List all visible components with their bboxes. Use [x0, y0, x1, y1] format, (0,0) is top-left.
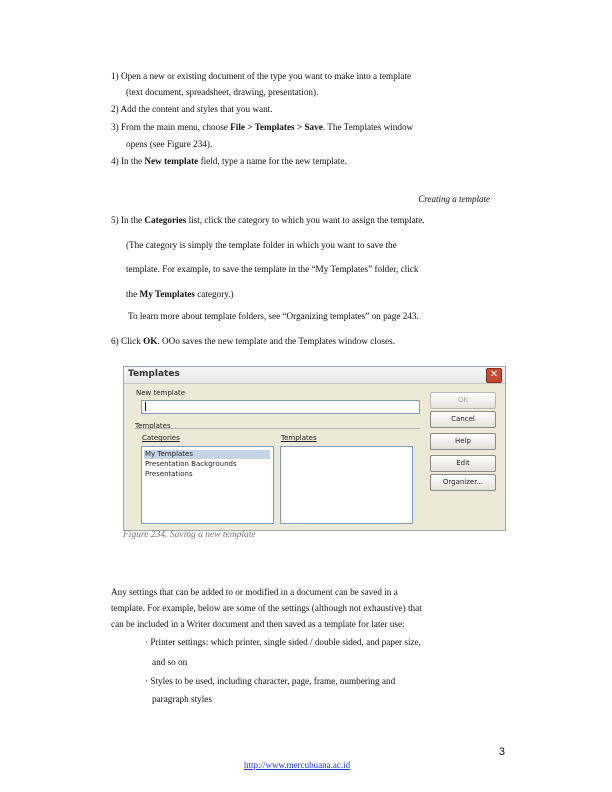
step-6-post: . OOo saves the new template and the Templates window closes.: [157, 336, 395, 346]
templates-list[interactable]: [280, 446, 413, 524]
step-6: [111, 336, 395, 346]
step-3-post: . The Templates window: [322, 122, 414, 132]
step-5-note-1: (The category is simply the template folder in which you want to save the: [126, 240, 397, 250]
para-line-1: Any settings that can be added to or modified in a document can be saved in a: [111, 587, 398, 597]
bullet-2-line-1: · Styles to be used, including character, page, frame, numbering and: [145, 676, 396, 686]
organizer-button[interactable]: Organizer...: [430, 474, 496, 491]
step-5-post: list, click the category to which you want to assign the template.: [186, 215, 425, 225]
step-2: 2) Add the content and styles that you want.: [111, 104, 273, 114]
section-heading: Creating a template: [418, 194, 490, 204]
category-item-presentations[interactable]: Presentations: [145, 470, 193, 478]
templates-group-label: Templates: [135, 422, 171, 430]
step-4-field-name: New template: [144, 156, 199, 166]
category-item-my-templates[interactable]: My Templates: [144, 450, 270, 459]
dialog-title-bar: [124, 367, 505, 384]
step-5-note-3: [126, 289, 234, 299]
new-template-label: New template: [136, 389, 186, 397]
step-1-line-2: (text document, spreadsheet, drawing, presentation).: [126, 87, 319, 97]
step-3-line-2: opens (see Figure 234).: [126, 139, 213, 149]
para-line-2: template. For example, below are some of the settings (although not exhaustive) that: [111, 603, 422, 613]
step-3-pre: 3) From the main menu, choose: [111, 122, 231, 132]
step-5-note-4: To learn more about template folders, see “Organizing templates” on page 243.: [128, 311, 419, 321]
cancel-button[interactable]: Cancel: [430, 411, 496, 428]
step-5-note-3-pre: the: [126, 289, 140, 299]
step-5-note-3-bold: My Templates: [139, 289, 195, 299]
close-icon[interactable]: ✕: [486, 368, 502, 383]
step-5-pre: 5) In the: [111, 215, 145, 225]
step-5-list-name: Categories: [144, 215, 187, 225]
categories-list[interactable]: [141, 446, 274, 524]
bullet-2-line-2: paragraph styles: [152, 694, 212, 704]
new-template-input[interactable]: [141, 400, 420, 414]
step-4-post: field, type a name for the new template.: [198, 156, 347, 166]
step-1-line-1: 1) Open a new or existing document of the type you want to make into a template: [111, 71, 412, 81]
text-caret: [145, 402, 146, 411]
edit-button[interactable]: Edit: [430, 455, 496, 472]
step-3-menu-path: File > Templates > Save: [230, 122, 323, 132]
step-4: [111, 156, 347, 166]
bullet-1-line-1: · Printer settings: which printer, single sided / double sided, and paper size,: [145, 637, 421, 647]
step-5-note-2: template. For example, to save the template in the “My Templates” folder, click: [126, 264, 419, 274]
help-button[interactable]: Help: [430, 433, 496, 450]
category-item-presentation-backgrounds[interactable]: Presentation Backgrounds: [145, 460, 237, 468]
ok-button[interactable]: OK: [430, 392, 496, 409]
step-3-line-1: [111, 122, 413, 132]
dialog-title: Templates: [128, 369, 180, 379]
para-line-3: can be included in a Writer document and then saved as a template for later use:: [111, 619, 405, 629]
step-6-ok: OK: [143, 336, 158, 346]
step-5-note-3-post: category.): [194, 289, 234, 299]
bullet-1-line-2: and so on: [152, 657, 188, 667]
templates-dialog: [123, 366, 506, 531]
page-number: 3: [498, 746, 505, 758]
footer-link[interactable]: http://www.mercubuana.ac.id: [244, 760, 351, 770]
step-5: [111, 215, 425, 225]
figure-caption: Figure 234. Saving a new template: [123, 530, 256, 540]
categories-label: Categories: [142, 434, 180, 442]
templates-label: Templates: [281, 434, 317, 442]
step-6-pre: 6) Click: [111, 336, 144, 346]
step-4-pre: 4) In the: [111, 156, 145, 166]
group-separator: [135, 428, 420, 429]
